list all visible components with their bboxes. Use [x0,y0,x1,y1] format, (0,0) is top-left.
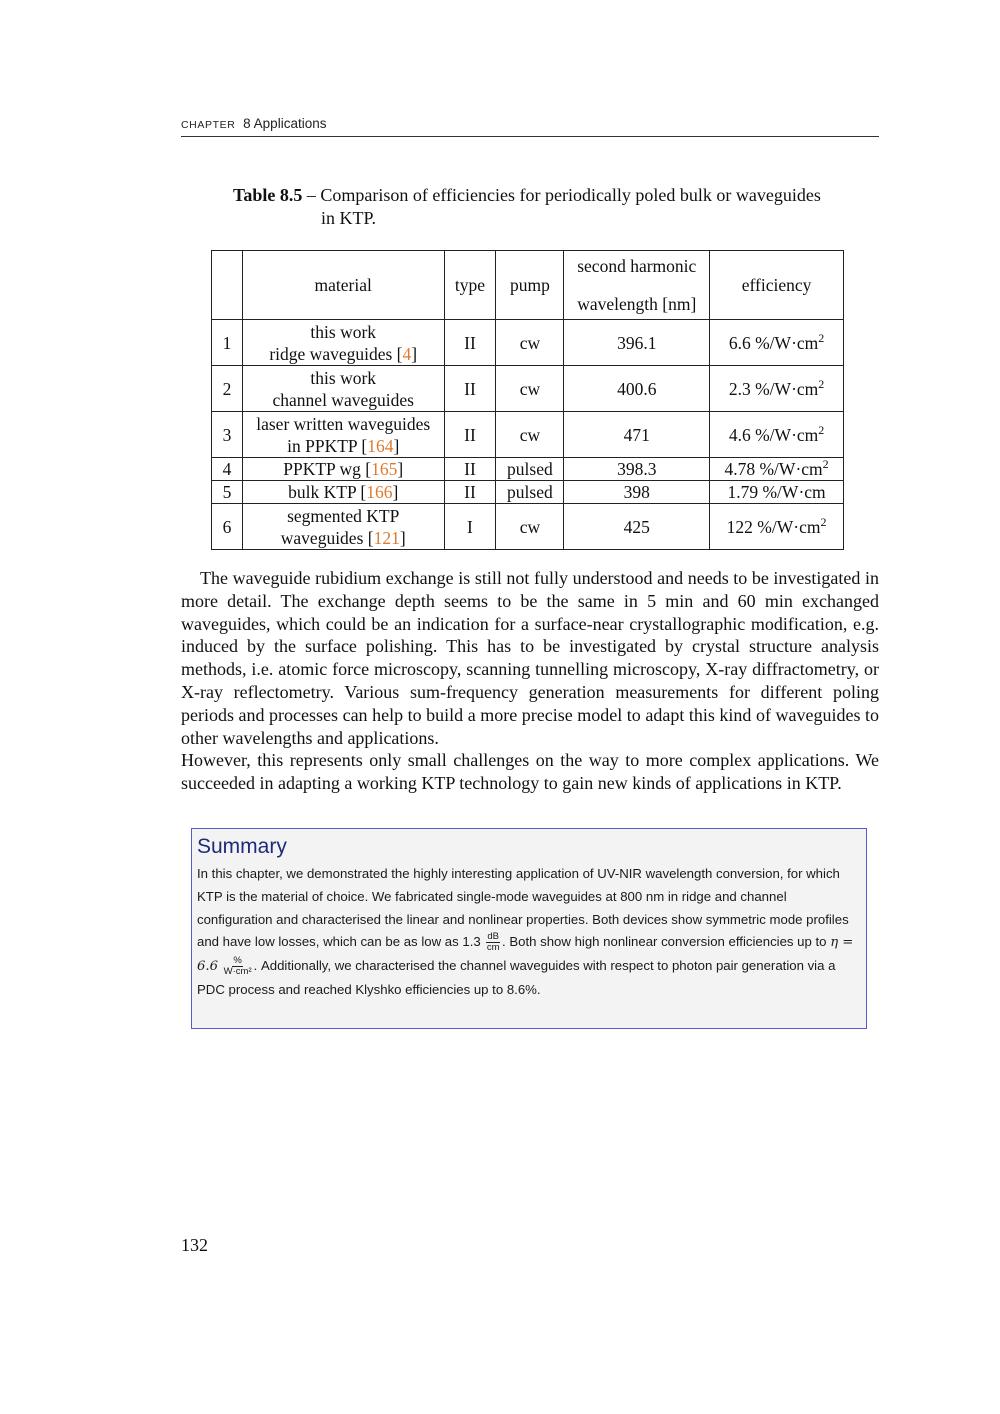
row-number: 1 [212,320,243,366]
wavelength-cell: 400.6 [564,366,710,412]
material-line: ridge waveguides [ [269,343,403,364]
efficiency-value: 4.78 %/W·cm [724,459,823,479]
chapter-number: 8 [243,116,251,131]
summary-title: Summary [197,835,287,858]
table-row [212,366,844,412]
efficiency-value: 1.79 %/W·cm [727,482,826,502]
page-number: 132 [181,1235,208,1255]
row-number: 4 [212,458,243,481]
paragraph: However, this represents only small challenges on the way to more complex applications. We succeeded in adapting a working KTP technology to gain new kinds of applications in KTP. [181,750,879,794]
efficiency-unit-fraction [224,956,252,977]
summary-text-part: . Both show high nonlinear conversion efficiencies up to [502,934,827,950]
material-line: laser written waveguides [256,413,431,434]
type-cell: II [444,366,496,412]
citation-link[interactable]: 121 [373,527,400,548]
material-line: PPKTP wg [ [283,459,372,479]
header-pump: pump [496,251,564,320]
caption-line2: in KTP. [321,208,377,228]
paragraph: The waveguide rubidium exchange is still not fully understood and needs to be investigated in more detail. The exchange depth seems to be the same in 5 min and 60 min exchanged waveguides, which could be an indication for a surface-near crystallographic modification, e.g. induced by the surface polishing. This has to be investigated by crystal structure analysis methods, i.e. atomic force microscopy, scanning tunnelling microscopy, X-ray diffractometry, or X-ray reflectometry. Various sum-frequency generation measurements for different poling periods and processes can help to build a more precise model to adapt this kind of waveguides to other wavelengths and applications. [181,568,879,748]
efficiency-value: 2.3 %/W·cm [728,378,819,399]
table-row [212,481,844,504]
material-cell [242,366,444,412]
header-wavelength-line1: second harmonic [577,256,697,276]
type-cell: I [444,504,496,550]
wavelength-cell: 471 [564,412,710,458]
summary-text-part: . Additionally, we characterised the channel waveguides with respect to photon pair generation via a PDC process and reached Klyshko efficiencies up to 8.6%. [197,958,836,997]
chapter-label: CHAPTER [181,119,236,131]
type-cell: II [444,320,496,366]
row-number: 5 [212,481,243,504]
exponent: 2 [818,330,825,345]
loss-unit-fraction [486,932,500,953]
efficiency-formula: η = 6.6 [197,935,854,975]
material-cell [242,412,444,458]
fraction-denominator: cm [486,942,500,954]
bracket: ] [399,527,406,548]
type-cell: II [444,412,496,458]
material-line: waveguides [ [280,527,374,548]
efficiency-value: 6.6 %/W·cm [728,332,819,353]
pump-cell: cw [496,412,564,458]
efficiency-cell [710,412,844,458]
header-wavelength-line2: wavelength [nm] [577,294,697,314]
efficiency-value: 122 %/W·cm [726,516,821,537]
summary-box [191,828,867,1029]
table-row [212,458,844,481]
summary-text [197,863,857,1002]
bracket: ] [392,482,399,502]
material-cell [242,504,444,550]
row-number: 6 [212,504,243,550]
material-line: channel waveguides [272,389,414,410]
efficiency-cell [710,320,844,366]
fraction-numerator: % [233,955,242,967]
material-cell [242,458,444,481]
citation-link[interactable]: 166 [366,482,393,502]
pump-cell: pulsed [496,481,564,504]
material-cell [242,320,444,366]
efficiency-cell [710,481,844,504]
fraction-numerator: dB [487,931,499,943]
running-header [181,116,879,137]
material-line: in PPKTP [ [287,435,368,456]
exponent: 2 [820,514,827,529]
wavelength-cell: 398.3 [564,458,710,481]
table-row [212,412,844,458]
table-row [212,504,844,550]
material-line: this work [310,367,377,388]
efficiency-cell [710,366,844,412]
material-line: bulk KTP [ [288,482,367,502]
type-cell: II [444,458,496,481]
efficiency-value: 4.6 %/W·cm [728,424,819,445]
summary-text-part: In this chapter, we demonstrated the highly interesting application of UV-NIR wavelength conversion, for which KTP is the material of choice. We fabricated single-mode waveguides at 800 nm in ridge and channel configuration and characterised the linear and nonlinear properties. Both devices show symmetric mode profiles and have low losses, which can be as low as 1.3 [197,866,849,950]
exponent: 2 [818,376,825,391]
pump-cell: pulsed [496,458,564,481]
fraction-denominator: W·cm² [223,966,252,978]
pump-cell: cw [496,504,564,550]
header-efficiency: efficiency [710,251,844,320]
table-row [212,320,844,366]
citation-link[interactable]: 164 [367,435,394,456]
efficiency-cell [710,504,844,550]
header-num [212,251,243,320]
header-type: type [444,251,496,320]
citation-link[interactable]: 4 [402,343,412,364]
bracket: ] [411,343,418,364]
efficiency-comparison-table [211,250,844,550]
table-header-row [212,251,844,320]
chapter-title: Applications [253,116,327,131]
bracket: ] [397,459,404,479]
body-text [181,567,879,795]
bracket: ] [393,435,400,456]
material-line: this work [310,321,377,342]
type-cell: II [444,481,496,504]
exponent: 2 [818,422,825,437]
wavelength-cell: 398 [564,481,710,504]
wavelength-cell: 396.1 [564,320,710,366]
table-label: Table 8.5 [233,185,303,205]
row-number: 2 [212,366,243,412]
wavelength-cell: 425 [564,504,710,550]
header-material: material [242,251,444,320]
caption-line1: – Comparison of efficiencies for periodically poled bulk or waveguides [306,185,821,205]
citation-link[interactable]: 165 [371,459,398,479]
exponent: 2 [822,457,829,472]
row-number: 3 [212,412,243,458]
pump-cell: cw [496,366,564,412]
material-cell [242,481,444,504]
material-line: segmented KTP [287,505,400,526]
efficiency-cell [710,458,844,481]
header-wavelength [564,251,710,320]
pump-cell: cw [496,320,564,366]
table-caption [233,184,833,230]
